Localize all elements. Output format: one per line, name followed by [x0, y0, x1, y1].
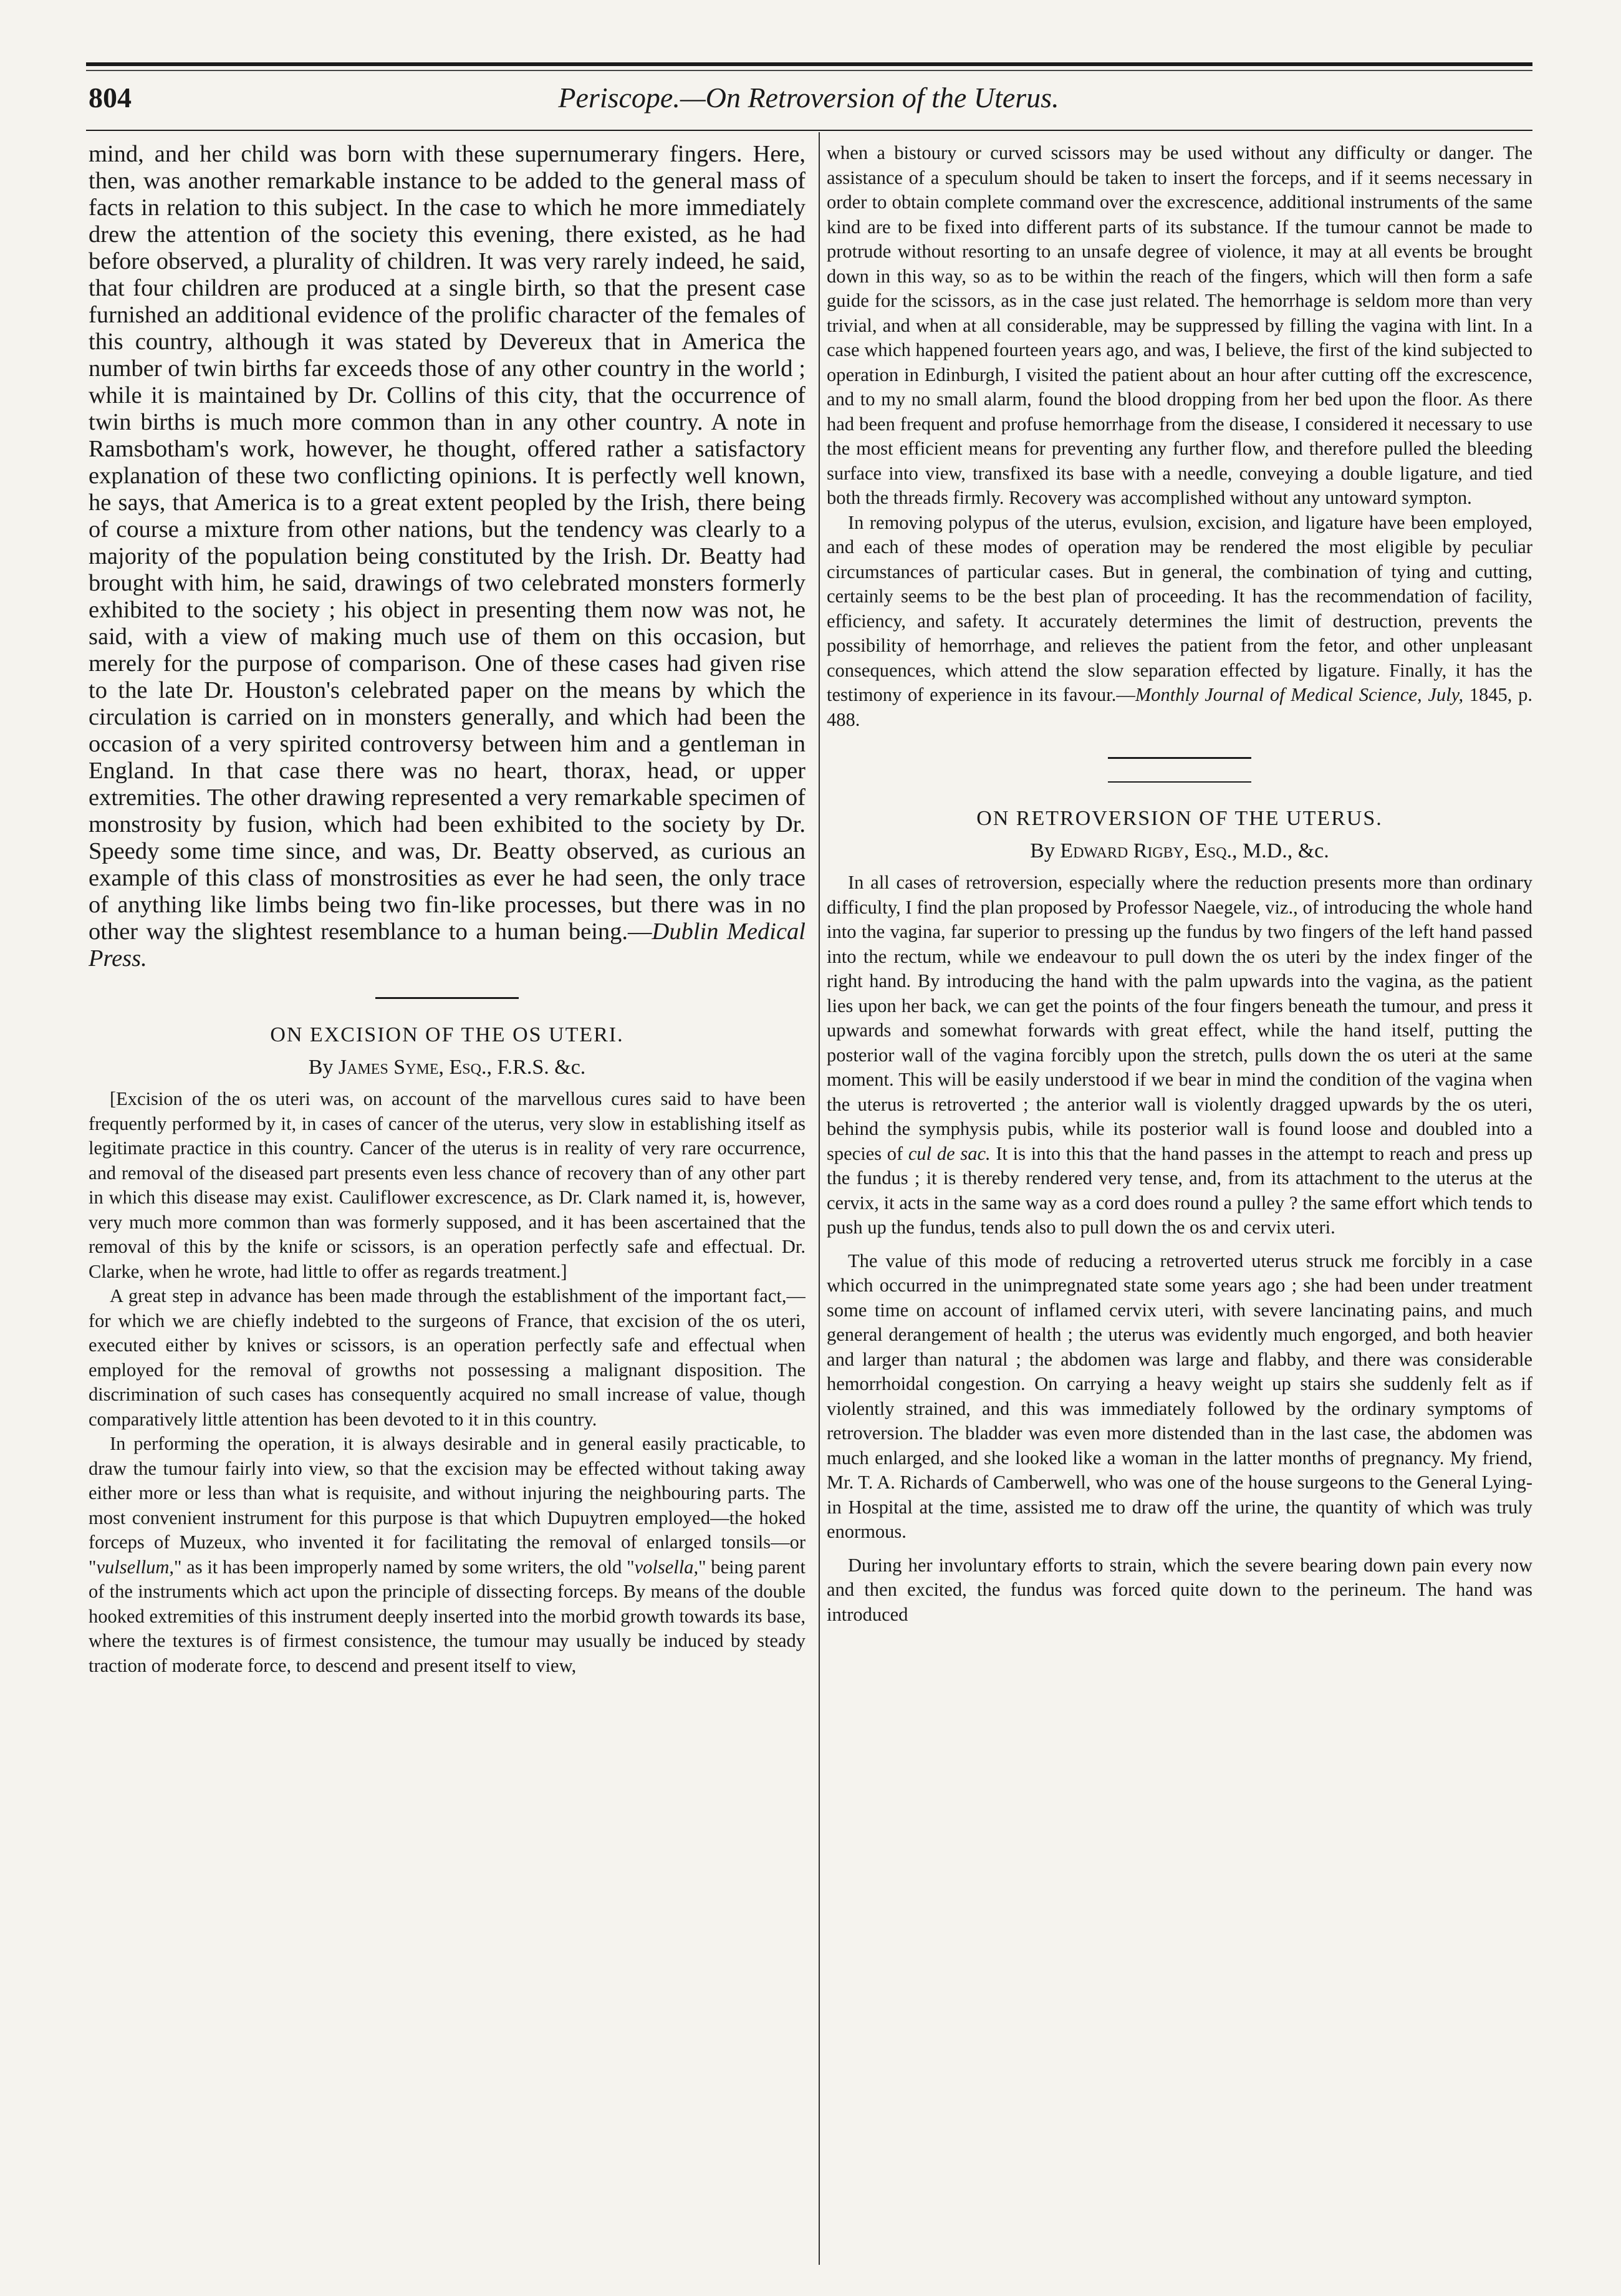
right-column: [827, 141, 1532, 2274]
citation-tail: 1845, p. 488.: [827, 684, 1532, 730]
left-column: [89, 141, 806, 2274]
author-by: By: [308, 1055, 339, 1079]
section-title: ON EXCISION OF THE OS UTERI.: [270, 1023, 624, 1046]
page-number: 804: [89, 82, 132, 113]
paragraph: The value of this mode of reducing a retroverted uterus struck me forcibly in a case which occurred in the unimpregnated state some years ago ; she had been under treatment some time on account of inflamed cervix uteri, with severe lancinating pains, and much general derangement of health ; the uterus was evidently much engorged, and both heavier and larger than natural ; the abdomen was large and flabby, and there was considerable hemorrhoidal congestion. On carrying a heavy weight up stairs she suddenly felt as if violently strained, and this was immediately followed by the ordinary symptoms of retroversion. The bladder was even more distended than in the last case, the abdomen was much enlarged, and she looked like a woman in the latter months of pregnancy. My friend, Mr. T. A. Richards of Camberwell, who was one of the house surgeons to the General Lying-in Hospital at the time, assisted me to draw off the urine, the quantity of which was truly enormous.: [827, 1250, 1532, 1542]
author-credentials: , F.R.S. &c.: [486, 1055, 586, 1079]
column-divider: [819, 132, 820, 2265]
source-citation: Monthly Journal of Medical Science, July,: [1135, 684, 1464, 705]
paragraph: During her involuntary efforts to strain, which the severe bearing down pain every now and then excited, the fundus was forced quite down to the perineum. The hand was introduced: [827, 1554, 1532, 1625]
author-by: By: [1030, 839, 1061, 862]
italic-term: vulsellum,: [96, 1556, 174, 1578]
paragraph-text: " as it has been improperly named by some writers, the old ": [173, 1556, 635, 1578]
paragraph-text: mind, and her child was born with these supernumerary fingers. Here, then, was another remarkable instance to be added to the general mass of facts in relation to this subject. In the case to which he more immediately drew the attention of the society this evening, there existed, as he had before observed, a plurality of children. It was very rarely indeed, he said, that four children are produced at a single birth, so that the present case furnished an additional evidence of the prolific character of the females of this country, although it was stated by Devereux that in America the number of twin births far exceeds those of any other country in the world ; while it is maintained by Dr. Collins of this city, that the occurrence of twin births is much more common than in any other country. A note in Ramsbotham's work, however, he thought, offered rather a satisfactory explanation of these two conflicting opinions. It is perfectly well known, he says, that America is to a great extent peopled by the Irish, there being of course a mixture from other nations, but the tendency was clearly to a majority of the population being constituted by the Irish. Dr. Beatty had brought with him, he said, drawings of two celebrated monsters formerly exhibited to the society ; his object in presenting them now was not, he said, with a view of making much use of them on this occasion, but merely for the purpose of comparison. One of these cases had given rise to the late Dr. Houston's celebrated paper on the means by which the circulation is carried on in monsters generally, and which had been the occasion of a very spirited controversy between him and a gentleman in England. In that case there was no heart, thorax, head, or upper extremities. The other drawing represented a very remarkable specimen of monstrosity by fusion, which had been exhibited to the society by Dr. Speedy some time since, and was, Dr. Beatty observed, as curious an example of this class of monstrosities as ever he had seen, the only trace of anything like limbs being two fin-like processes, but there was in no other way the slightest resemblance to a human being.—: [89, 141, 806, 945]
page-header: [89, 81, 1529, 131]
running-head: Periscope.—On Retroversion of the Uterus.: [558, 82, 1059, 113]
section-author: [827, 837, 1532, 865]
paragraph: A great step in advance has been made through the establishment of the important fact,—for which we are chiefly indebted to the surgeons of France, that excision of the os uteri, executed either by knives or scissors, is an operation perfectly safe and effectual when employed for the removal of growths not possessing a malignant disposition. The discrimination of such cases has consequently acquired no small increase of value, though comparatively little attention has been devoted to it in this country.: [89, 1285, 806, 1430]
section-rule-thin: [1108, 781, 1251, 783]
top-rule-thin: [86, 70, 1532, 71]
author-credentials: , M.D., &c.: [1231, 839, 1329, 862]
paragraph: [89, 1432, 806, 1678]
section-title: ON RETROVERSION OF THE UTERUS.: [976, 807, 1383, 830]
section-author: [89, 1054, 806, 1081]
source-citation: Dublin Medical Press.: [89, 919, 806, 972]
paragraph: [Excision of the os uteri was, on account of the marvellous cures said to have been frequently performed by it, in cases of cancer of the uterus, very slow in establishing itself as legitimate practice in this country. Cancer of the uterus is in reality of very rare occurrence, and removal of the diseased part presents even less chance of recovery than of any other part in which this disease may exist. Cauliflower excrescence, as Dr. Clark named it, is, however, very much more common than was formerly supposed, and it has been ascertained that the removal of this by the knife or scissors, is an operation perfectly safe and effectual. Dr. Clarke, when he wrote, had little to offer as regards treatment.]: [89, 1088, 806, 1282]
paragraph: [827, 511, 1532, 733]
paragraph: [827, 871, 1532, 1240]
section-rule: [375, 997, 519, 999]
top-rule: [86, 62, 1532, 66]
author-name: Edward Rigby, Esq.: [1060, 839, 1232, 862]
paragraph-text: In all cases of retroversion, especially where the reduction presents more than ordinary difficulty, I find the plan proposed by Professor Naegele, viz., of introducing the whole hand into the vagina, far superior to pressing up the fundus by two fingers of the left hand passed into the rectum, while we endeavour to pull down the os uteri by the index finger of the right hand. By introducing the hand with the palm upwards into the vagina, as the patient lies upon her back, we can get the points of the four fingers beneath the tumour, and press it upwards and somewhat forwards with great effect, while the hand itself, putting the posterior wall of the vagina forcibly upon the stretch, pulls down the os uteri at the same moment. This will be easily understood if we bear in mind the condition of the vagina when the uterus is retroverted ; the anterior wall is violently dragged upwards by the os uteri, behind the symphysis pubis, while its posterior wall is found loose and doubled into a species of: [827, 872, 1532, 1164]
paragraph: [89, 141, 806, 972]
paragraph-text: In removing polypus of the uterus, evulsion, excision, and ligature have been employed, and each of these modes of operation may be rendered the most eligible by peculiar circumstances of particular cases. But in general, the combination of tying and cutting, certainly seems to be the best plan of proceeding. It has the recommendation of facility, efficiency, and safety. It accurately determines the limit of destruction, prevents the possibility of hemorrhage, and relieves the patient from the fetor, and other unpleasant consequences, which attend the slow separation effected by ligature. Finally, it has the testimony of experience in its favour.—: [827, 511, 1532, 705]
header-rule: [86, 130, 1532, 131]
italic-term: cul de sac.: [908, 1142, 991, 1164]
paragraph-text: " being parent of the instruments which act upon the principle of dissecting forceps. By means of the double hooked extremities of this instrument deeply inserted into the morbid growth towards its base, where the textures is of firmest consistence, the tumour may usually be induced by steady traction of moderate force, to descend and present itself to view,: [89, 1556, 806, 1676]
paragraph-text: In performing the operation, it is always desirable and in general easily practicable, to draw the tumour fairly into view, so that the excision may be effected without taking away either more or less than what is requisite, and without injuring the neighbouring parts. The most convenient instrument for this purpose is that which Dupuytren employed—the hoked forceps of Muzeux, who invented it for facilitating the removal of enlarged tonsils—or ": [89, 1433, 806, 1578]
paragraph-text: It is into this that the hand passes in the attempt to reach and press up the fundus ; it is thereby rendered very tense, and, from its attachment to the uterus at the cervix, it acts in the same way as a cord does round a pulley ? the same effort which tends to push up the fundus, tends also to pull down the os and cervix uteri.: [827, 1142, 1532, 1238]
italic-term: volsella,: [634, 1556, 699, 1578]
author-name: James Syme, Esq.: [338, 1055, 487, 1079]
section-rule: [1108, 757, 1251, 759]
paragraph: when a bistoury or curved scissors may be used without any difficulty or danger. The assistance of a speculum should be taken to insert the forceps, and if it seems necessary in order to obtain complete command over the excrescence, additional instruments of the same kind are to be fixed into different parts of its substance. If the tumour cannot be made to protrude without resorting to an unsafe degree of violence, it may at all events be brought down in this way, so as to be within the reach of the fingers, which will then form a safe guide for the scissors, as in the case just related. The hemorrhage is seldom more than very trivial, and when at all considerable, may be suppressed by filling the vagina with lint. In a case which happened fourteen years ago, and was, I believe, the first of the kind subjected to operation in Edinburgh, I visited the patient about an hour after cutting off the excrescence, and to my no small alarm, found the blood dropping from her bed upon the floor. As there had been frequent and profuse hemorrhage from the disease, I considered it necessary to use the most efficient means for preventing any further flow, and therefore pulled the bleeding surface into view, transfixed its base with a needle, conveying a double ligature, and tied both the threads firmly. Recovery was accomplished without any untoward sympton.: [827, 142, 1532, 508]
